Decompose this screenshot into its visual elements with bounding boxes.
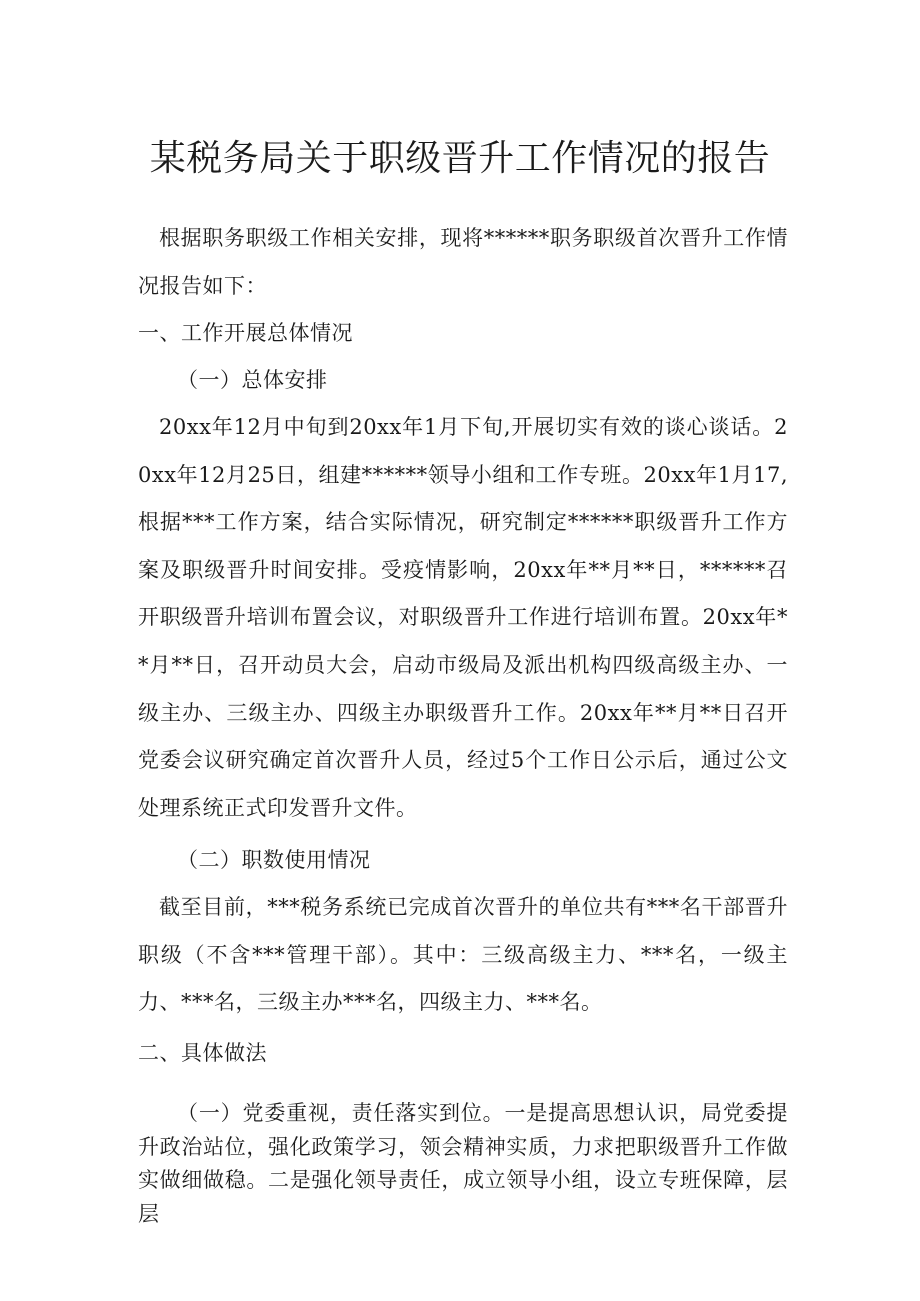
section1-sub2-heading: （二）职数使用情况 [177,848,371,872]
section1-sub1-heading: （一）总体安排 [177,368,328,392]
document-title: 某税务局关于职级晋升工作情况的报告 [149,138,771,179]
intro-paragraph: 根据职务职级工作相关安排，现将******职务职级首次晋升工作情况报告如下： [138,226,788,298]
section1-sub2-body: 截至目前，***税务系统已完成首次晋升的单位共有***名干部晋升职级（不含***管理干部）。其中：三级高级主力、***名，一级主力、***名，三级主办***名，四级主力、***名。 [138,895,788,1015]
section2-sub1-body: （一）党委重视，责任落实到位。一是提高思想认识，局党委提升政治站位，强化政策学习，领会精神实质，力求把职级晋升工作做实做细做稳。二是强化领导责任，成立领导小组，设立专班保障，层层 [138,1101,788,1226]
section1-sub1-body: 20xx年12月中旬到20xx年1月下旬,开展切实有效的谈心谈话。20xx年12月25日，组建******领导小组和工作专班。20xx年1月17,根据***工作方案，结合实际情况，研究制定******职级晋升工作方案及职级晋升时间安排。受疫情影响，20xx年**月**日，******召开职级晋升培训布置会议，对职级晋升工作进行培训布置。20xx年**月**日，召开动员大会，启动市级局及派出机构四级高级主办、一级主办、三级主办、四级主办职级晋升工作。20xx年**月**日召开党委会议研究确定首次晋升人员，经过5个工作日公示后，通过公文处理系统正式印发晋升文件。 [138,415,788,820]
section1-heading: 一、工作开展总体情况 [138,321,353,345]
section2-heading: 二、具体做法 [138,1041,267,1065]
